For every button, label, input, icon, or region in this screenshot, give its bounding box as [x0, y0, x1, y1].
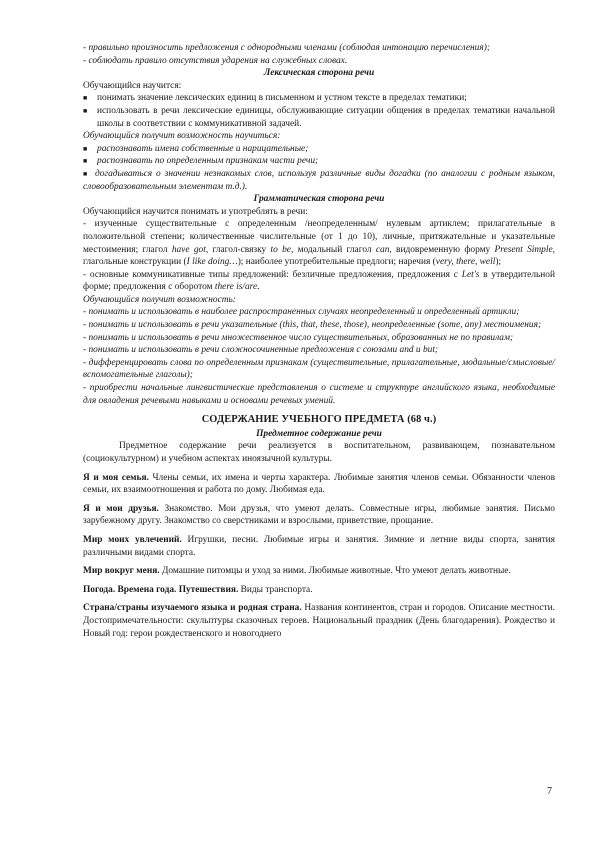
- bullet-square-icon: [83, 105, 97, 118]
- bullet-square-icon: [83, 168, 95, 181]
- lexical-opp-item-wrapped: ■догадываться о значении незнакомых слов, используя различные виды догадки (по аналогии с родным языком, словообразовательным элементам т.д.).: [83, 168, 555, 193]
- bullet-square-icon: [83, 92, 97, 105]
- grammar-opp-item: - приобрести начальные лингвистические представления о системе и структуре английского языка, необходимые для овладения речевыми навыками и основами речевых умений.: [83, 383, 555, 406]
- topic-paragraph: Страна/страны изучаемого языка и родная страна. Названия континентов, стран и городов. Описание местности. Достопримечательности: скульптуры сказочных героев. Национальный праздник (День благодарения). Рождество и Новый год: герои рождественского и новогоднего: [83, 603, 555, 639]
- grammar-paragraph-2: - основные коммуникативные типы предложений: безличные предложения, предложения с Let's в утвердительной форме; предложения с оборотом there is/are.: [83, 269, 556, 293]
- document-page: [83, 42, 555, 640]
- lexical-opp-item: ■ распознавать имена собственные и нарицательные;: [83, 143, 555, 156]
- topic-paragraph: Мир моих увлечений. Игрушки, песни. Любимые игры и занятия. Зимние и летние виды спорта, занятия различными видами спорта.: [83, 534, 555, 558]
- grammar-opp-item: - понимать и использовать в наиболее распространенных случаях неопределенный и определенный артикли;: [83, 307, 520, 318]
- topic-paragraph: Погода. Времена года. Путешествия. Виды транспорта.: [83, 584, 313, 595]
- section-subtitle: Предметное содержание речи: [256, 428, 382, 439]
- lexical-heading: Лексическая сторона речи: [263, 68, 375, 79]
- grammar-opp-item: - понимать и использовать в речи указательные (this, that, these, those), неопределенные (some, any) местоимения;: [83, 320, 542, 331]
- grammar-opp-item: - понимать и использовать в речи множественное число существительных, образованных не по правилам;: [83, 332, 514, 343]
- topic-paragraph: Мир вокруг меня. Домашние питомцы и уход за ними. Любимые животные. Что умеют делать животные.: [83, 566, 511, 577]
- grammar-opp-item: - понимать и использовать в речи сложносочиненные предложения с союзами and и but;: [83, 345, 439, 356]
- intro-line-2: - соблюдать правило отсутствия ударения на служебных словах.: [83, 55, 348, 66]
- grammar-opportunity: Обучающийся получит возможность:: [83, 294, 236, 305]
- topic-paragraph: Я и мои друзья. Знакомство. Мои друзья, что умеют делать. Совместные игры, любимые занятия. Письмо зарубежному другу. Знакомство со сверстниками и взрослыми, приветствие, прощание.: [83, 503, 555, 527]
- lexical-item: ■ использовать в речи лексические единицы, обслуживающие ситуации общения в пределах тематики начальной школы в соответствии с коммуникативной задачей.: [83, 105, 555, 130]
- page-number: 7: [547, 786, 552, 797]
- lexical-opp-item: ■ распознавать по определенным признакам части речи;: [83, 155, 555, 168]
- intro-line-1: - правильно произносить предложения с однородными членами (соблюдая интонацию перечисления);: [83, 43, 490, 53]
- grammar-learner-will: Обучающийся научится понимать и употреблять в речи:: [83, 206, 308, 217]
- bullet-square-icon: [83, 155, 97, 168]
- grammar-heading: Грамматическая сторона речи: [253, 194, 385, 205]
- bullet-square-icon: [83, 143, 97, 156]
- section-title: СОДЕРЖАНИЕ УЧЕБНОГО ПРЕДМЕТА (68 ч.): [201, 414, 437, 426]
- topic-paragraph: Я и моя семья. Члены семьи, их имена и черты характера. Любимые занятия членов семьи. Обязанности членов семьи, их взаимоотношения и работа по дому. Любимая еда.: [83, 472, 555, 496]
- lexical-opportunity: Обучающийся получит возможность научиться:: [83, 131, 281, 142]
- grammar-opp-item: - дифференцировать слова по определенным признакам (существительные, прилагательные, модальные/смысловые/вспомогательные глаголы);: [83, 357, 555, 381]
- lexical-item: ■ понимать значение лексических единиц в письменном и устном тексте в пределах тематики;: [83, 92, 555, 105]
- content-intro: Предметное содержание речи реализуется в воспитательном, развивающем, познавательном (социокультурном) и учебном аспектах иноязычной культуры.: [83, 441, 555, 464]
- lexical-learner-will: Обучающийся научится:: [83, 80, 182, 91]
- grammar-paragraph-1: - изученные существительные с определенным /неопределенным/ нулевым артиклем; прилагательные в положительной степени; количественные числительные (от 1 до 10), личные, притяжательные и указательные местоимения; глагол have got, глагол-связку to be, модальный глагол can, видовременную форму Present Simple, глагольные конструкции (I like doing…); наиболее употребительные предлоги; наречия (very, there, well);: [83, 219, 555, 268]
